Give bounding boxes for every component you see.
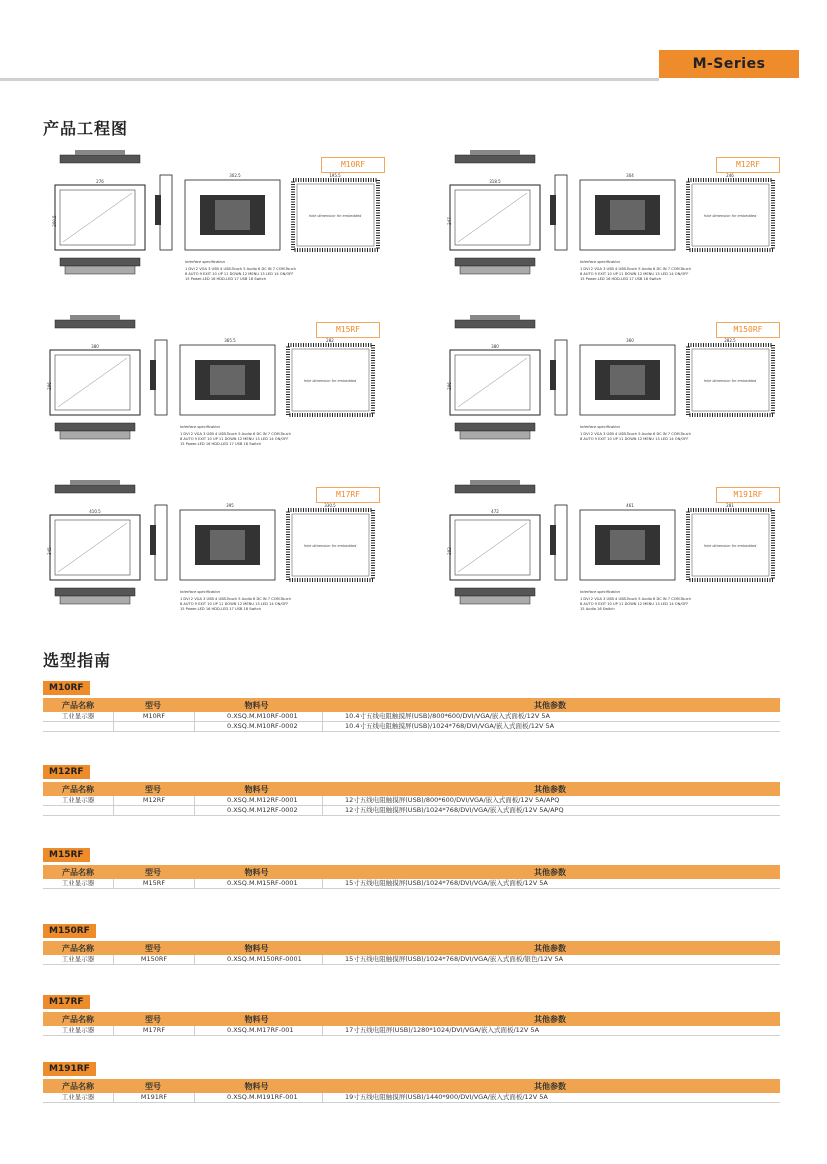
- bottom-view: [55, 423, 135, 431]
- table-cell: 10.4寸五线电阻触摸屏(USB)/800*600/DVI/VGA/嵌入式面板/12V 5A: [345, 712, 550, 720]
- back-core: [610, 365, 645, 395]
- table-cell: 19寸五线电阻触摸屏(USB)/1440*900/DVI/VGA/嵌入式面板/12V 5A: [345, 1093, 548, 1101]
- dimension-label: 200.5: [52, 215, 57, 227]
- model-table-m191rf: [43, 1056, 780, 1103]
- back-core: [215, 200, 250, 230]
- bottom-connectors: [460, 431, 530, 439]
- spec-line: 8 AUTO 9 EXIT 10 UP 11 DOWN 12 MENU 13 LED 14 ON/OFF: [580, 602, 689, 606]
- bottom-connectors: [60, 431, 130, 439]
- spec-line: 1 DVI 2 VGA 3 USB 4 USB-Touch 5 Audio 6 DC IN 7 COM-Touch: [180, 597, 291, 601]
- bottom-connectors: [65, 266, 135, 274]
- dimension-label: 296: [447, 382, 452, 390]
- model-tag: M17RF: [43, 995, 90, 1009]
- dimension-label: 282.5: [724, 338, 736, 343]
- selection-title: 选型指南: [43, 651, 112, 670]
- side-view: [555, 505, 567, 580]
- series-tag: M-Series: [659, 50, 799, 78]
- dimension-label: 410.5: [89, 509, 101, 514]
- table-cell: 工业显示器: [61, 1026, 95, 1034]
- spec-line: 15 Power-LED 16 HDD-LED 17 USB 18 Switch: [580, 277, 662, 281]
- spec-title: Interface specification: [185, 260, 225, 264]
- spec-line: 15 Power-LED 16 HDD-LED 17 USB 18 Switch: [180, 442, 262, 446]
- dimension-label: 395: [226, 503, 234, 508]
- table-row: [43, 712, 780, 722]
- spec-title: Interface specification: [580, 260, 620, 264]
- column-header: 产品名称: [62, 700, 94, 710]
- table-cell: M10RF: [113, 712, 194, 721]
- table-cell: 0.XSQ.M.M150RF-0001: [194, 955, 323, 964]
- column-header: 物料号: [244, 867, 269, 877]
- bottom-view: [455, 588, 535, 596]
- column-header: 其他参数: [534, 1014, 566, 1024]
- table-cell: 0.XSQ.M.M17RF-001: [194, 1026, 323, 1035]
- column-header: 物料号: [244, 1014, 269, 1024]
- spec-title: Interface specification: [180, 425, 220, 429]
- top-view-connectors: [70, 480, 120, 485]
- table-cell: [113, 806, 194, 815]
- table-cell: 工业显示器: [61, 879, 95, 887]
- model-table-m10rf: [43, 675, 780, 732]
- dimension-label: 292: [447, 547, 452, 555]
- spec-line: 8 AUTO 9 EXIT 10 UP 11 DOWN 12 MENU 13 LED 14 ON/OFF: [180, 437, 289, 441]
- table-cell: 0.XSQ.M.M12RF-0002: [194, 806, 323, 815]
- table-header: [43, 941, 780, 955]
- top-view-connectors: [70, 315, 120, 320]
- dimension-label: 296: [47, 382, 52, 390]
- column-header: 产品名称: [62, 784, 94, 794]
- table-cell: 0.XSQ.M.M12RF-0001: [194, 796, 323, 805]
- top-view: [55, 485, 135, 493]
- header-rule: [0, 78, 659, 81]
- spec-line: 15 Power-LED 16 HDD-LED 17 USB 18 Switch: [180, 607, 262, 611]
- dimension-label: 330.5: [324, 503, 336, 508]
- dimension-label: 380: [91, 344, 99, 349]
- column-header: 物料号: [244, 784, 269, 794]
- top-view: [60, 155, 140, 163]
- dimension-label: 472: [491, 509, 499, 514]
- table-row: [43, 722, 780, 732]
- column-header: 其他参数: [534, 867, 566, 877]
- column-header: 产品名称: [62, 1081, 94, 1091]
- column-header: 物料号: [244, 700, 269, 710]
- dimension-label: 345: [47, 547, 52, 555]
- table-cell: 12寸五线电阻触摸屏(USB)/1024*768/DVI/VGA/嵌入式面板/12V 5A/APQ: [345, 806, 564, 814]
- table-cell: 工业显示器: [61, 955, 95, 963]
- table-cell: 0.XSQ.M.M191RF-001: [194, 1093, 323, 1102]
- bottom-view: [55, 588, 135, 596]
- column-header: 型号: [145, 867, 161, 877]
- spec-line: 8 AUTO 9 EXIT 10 UP 11 DOWN 12 MENU 13 LED 14 ON/OFF: [580, 272, 689, 276]
- model-tag: M12RF: [43, 765, 90, 779]
- bottom-connectors: [460, 266, 530, 274]
- table-cell: [43, 722, 113, 731]
- spec-line: 1 DVI 2 VGA 3 USB 4 USB-Touch 5 Audio 6 DC IN 7 COM-Touch: [185, 267, 296, 271]
- column-header: 产品名称: [62, 1014, 94, 1024]
- spec-line: 1 DVI 2 VGA 3 USB 4 USB-Touch 5 Audio 6 DC IN 7 COM-Touch: [580, 597, 691, 601]
- table-cell: M15RF: [113, 879, 194, 888]
- table-row: [43, 879, 780, 889]
- spec-line: 8 AUTO 9 EXIT 10 UP 11 DOWN 12 MENU 13 LED 14 ON/OFF: [180, 602, 289, 606]
- drawing-m17rf: [47, 480, 380, 630]
- column-header: 型号: [145, 1081, 161, 1091]
- spec-line: 8 AUTO 9 EXIT 10 UP 11 DOWN 12 MENU 13 LED 14 ON/OFF: [185, 272, 294, 276]
- table-cell: 10.4寸五线电阻触摸屏(USB)/1024*768/DVI/VGA/嵌入式面板/12V 5A: [345, 722, 555, 730]
- dimension-label: 461: [626, 503, 634, 508]
- column-header: 其他参数: [534, 784, 566, 794]
- spec-line: 15 Power-LED 16 HDD-LED 17 USB 18 Switch: [185, 277, 267, 281]
- table-header: [43, 865, 780, 879]
- embed-note: hole dimension for embedded: [703, 214, 757, 218]
- spec-title: Interface specification: [580, 425, 620, 429]
- drawing-label: M10RF: [321, 157, 385, 173]
- top-view: [455, 485, 535, 493]
- bottom-view: [455, 258, 535, 266]
- back-core: [210, 530, 245, 560]
- table-header: [43, 1079, 780, 1093]
- drawing-m10rf: [52, 150, 385, 300]
- top-view: [455, 320, 535, 328]
- table-cell: 工业显示器: [61, 796, 95, 804]
- table-cell: [43, 806, 113, 815]
- table-header: [43, 782, 780, 796]
- spec-line: 1 DVI 2 VGA 3 USB 4 USB-Touch 5 Audio 6 DC IN 7 COM-Touch: [180, 432, 291, 436]
- column-header: 型号: [145, 784, 161, 794]
- dimension-label: 281: [726, 503, 734, 508]
- model-table-m150rf: [43, 918, 780, 965]
- column-header: 其他参数: [534, 1081, 566, 1091]
- top-view: [55, 320, 135, 328]
- spec-line: 1 DVI 2 VGA 3 USB 4 USB-Touch 5 Audio 6 DC IN 7 COM-Touch: [580, 267, 691, 271]
- embed-note: hole dimension for embedded: [703, 544, 757, 548]
- column-header: 型号: [145, 700, 161, 710]
- dimension-label: 304: [626, 173, 634, 178]
- side-view: [160, 175, 172, 250]
- side-view: [555, 175, 567, 250]
- spec-line: 8 AUTO 9 EXIT 10 UP 11 DOWN 12 MENU 13 LED 14 ON/OFF: [580, 437, 689, 441]
- table-header: [43, 1012, 780, 1026]
- column-header: 型号: [145, 943, 161, 953]
- model-tag: M150RF: [43, 924, 96, 938]
- table-cell: 0.XSQ.M.M15RF-0001: [194, 879, 323, 888]
- table-cell: M150RF: [113, 955, 194, 964]
- embed-note: hole dimension for embedded: [703, 379, 757, 383]
- embed-note: hole dimension for embedded: [303, 379, 357, 383]
- back-core: [610, 530, 645, 560]
- table-cell: 15寸五线电阻触摸屏(USB)/1024*768/DVI/VGA/嵌入式面板/12V 5A: [345, 879, 548, 887]
- drawings-title: 产品工程图: [43, 119, 129, 138]
- bottom-view: [455, 423, 535, 431]
- drawing-m150rf: [447, 315, 780, 465]
- column-header: 其他参数: [534, 700, 566, 710]
- model-table-m15rf: [43, 842, 780, 889]
- spec-line: 1 DVI 2 VGA 3 USB 4 USB-Touch 5 Audio 6 DC IN 7 COM-Touch: [580, 432, 691, 436]
- table-cell: M191RF: [113, 1093, 194, 1102]
- drawing-m15rf: [47, 315, 380, 465]
- drawing-label: M191RF: [716, 487, 780, 503]
- back-core: [610, 200, 645, 230]
- embed-note: hole dimension for embedded: [308, 214, 362, 218]
- bottom-connectors: [60, 596, 130, 604]
- table-cell: 工业显示器: [61, 1093, 95, 1101]
- table-cell: [113, 722, 194, 731]
- drawing-m12rf: [447, 150, 780, 300]
- drawing-label: M150RF: [716, 322, 780, 338]
- table-cell: 0.XSQ.M.M10RF-0001: [194, 712, 323, 721]
- side-view: [155, 505, 167, 580]
- dimension-label: 302.5: [229, 173, 241, 178]
- top-view-connectors: [75, 150, 125, 155]
- spec-title: Interface specification: [180, 590, 220, 594]
- table-row: [43, 806, 780, 816]
- side-port: [150, 525, 156, 555]
- side-port: [155, 195, 161, 225]
- table-row: [43, 796, 780, 806]
- dimension-label: 380: [491, 344, 499, 349]
- model-tag: M191RF: [43, 1062, 96, 1076]
- model-tag: M10RF: [43, 681, 90, 695]
- top-view-connectors: [470, 480, 520, 485]
- table-header: [43, 698, 780, 712]
- side-port: [550, 525, 556, 555]
- embed-note: hole dimension for embedded: [303, 544, 357, 548]
- table-row: [43, 1026, 780, 1036]
- table-row: [43, 1093, 780, 1103]
- table-cell: 12寸五线电阻触摸屏(USB)/800*600/DVI/VGA/嵌入式面板/12V 5A/APQ: [345, 796, 560, 804]
- dimension-label: 318.5: [489, 179, 501, 184]
- dimension-label: 360: [626, 338, 634, 343]
- table-cell: 0.XSQ.M.M10RF-0002: [194, 722, 323, 731]
- side-view: [555, 340, 567, 415]
- back-core: [210, 365, 245, 395]
- side-port: [150, 360, 156, 390]
- table-cell: M12RF: [113, 796, 194, 805]
- top-view: [455, 155, 535, 163]
- column-header: 产品名称: [62, 867, 94, 877]
- dimension-label: 247: [447, 217, 452, 225]
- table-cell: 工业显示器: [61, 712, 95, 720]
- dimension-label: 276: [96, 179, 104, 184]
- top-view-connectors: [470, 315, 520, 320]
- model-tag: M15RF: [43, 848, 90, 862]
- table-cell: 17寸五线电阻屏(USB)/1280*1024/DVI/VGA/嵌入式面板/12V 5A: [345, 1026, 540, 1034]
- drawing-label: M15RF: [316, 322, 380, 338]
- side-view: [155, 340, 167, 415]
- model-table-m17rf: [43, 989, 780, 1036]
- drawing-label: M12RF: [716, 157, 780, 173]
- table-cell: M17RF: [113, 1026, 194, 1035]
- column-header: 型号: [145, 1014, 161, 1024]
- spec-title: Interface specification: [580, 590, 620, 594]
- bottom-connectors: [460, 596, 530, 604]
- column-header: 产品名称: [62, 943, 94, 953]
- side-port: [550, 360, 556, 390]
- model-table-m12rf: [43, 759, 780, 816]
- side-port: [550, 195, 556, 225]
- dimension-label: 282: [326, 338, 334, 343]
- column-header: 物料号: [244, 1081, 269, 1091]
- spec-line: 15 Audio 16 Switch: [580, 607, 615, 611]
- column-header: 其他参数: [534, 943, 566, 953]
- column-header: 物料号: [244, 943, 269, 953]
- table-row: [43, 955, 780, 965]
- dimension-label: 246: [726, 173, 734, 178]
- dimension-label: 195.5: [329, 173, 341, 178]
- dimension-label: 365.5: [224, 338, 236, 343]
- drawing-m191rf: [447, 480, 780, 630]
- drawing-label: M17RF: [316, 487, 380, 503]
- table-cell: 15寸五线电阻触摸屏(USB)/1024*768/DVI/VGA/嵌入式面板/银色/12V 5A: [345, 955, 564, 963]
- bottom-view: [60, 258, 140, 266]
- top-view-connectors: [470, 150, 520, 155]
